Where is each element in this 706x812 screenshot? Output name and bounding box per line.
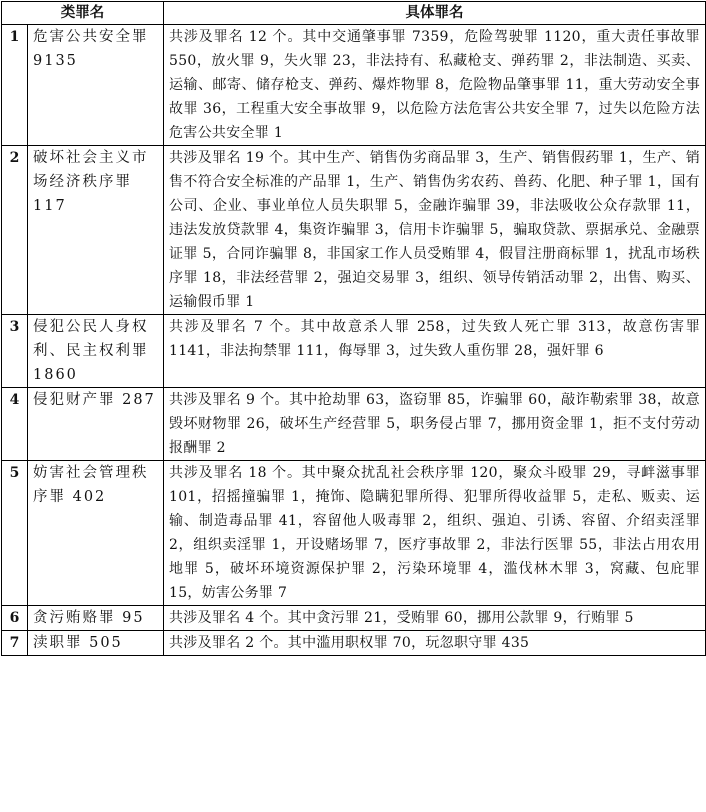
row-detail: 共涉及罪名 7 个。其中故意杀人罪 258，过失致人死亡罪 313，故意伤害罪 1141，非法拘禁罪 111，侮辱罪 3，过失致人重伤罪 28，强奸罪 6: [164, 315, 706, 388]
row-category: 侵犯财产罪 287: [28, 388, 164, 461]
row-detail: 共涉及罪名 4 个。其中贪污罪 21，受贿罪 60，挪用公款罪 9，行贿罪 5: [164, 606, 706, 631]
row-detail: 共涉及罪名 19 个。其中生产、销售伪劣商品罪 3，生产、销售假药罪 1，生产、销售不符合安全标准的产品罪 1，生产、销售伪劣农药、兽药、化肥、种子罪 1，国有公司、企业、事业单位人员失职罪 5，金融诈骗罪 39，非法吸收公众存款罪 11，违法发放贷款罪 4，集资诈骗罪 3，信用卡诈骗罪 5，骗取贷款、票据承兑、金融票证罪 5，合同诈骗罪 8，非国家工作人员受贿罪 4，假冒注册商标罪 1，扰乱市场秩序罪 18，非法经营罪 2，强迫交易罪 3，组织、领导传销活动罪 2，出售、购买、运输假币罪 1: [164, 146, 706, 315]
row-number: 5: [2, 461, 28, 606]
row-number: 1: [2, 25, 28, 146]
row-detail: 共涉及罪名 18 个。其中聚众扰乱社会秩序罪 120，聚众斗殴罪 29，寻衅滋事罪 101，招摇撞骗罪 1，掩饰、隐瞒犯罪所得、犯罪所得收益罪 5，走私、贩卖、运输、制造毒品罪 41，容留他人吸毒罪 2，组织、强迫、引诱、容留、介绍卖淫罪 2，组织卖淫罪 1，开设赌场罪 7，医疗事故罪 2，非法行医罪 55，非法占用农用地罪 5，破坏环境资源保护罪 2，污染环境罪 4，滥伐林木罪 3，窝藏、包庇罪 15，妨害公务罪 7: [164, 461, 706, 606]
row-detail: 共涉及罪名 12 个。其中交通肇事罪 7359，危险驾驶罪 1120，重大责任事故罪 550，放火罪 9，失火罪 23，非法持有、私藏枪支、弹药罪 2，非法制造、买卖、运输、邮寄、储存枪支、弹药、爆炸物罪 8，危险物品肇事罪 11，重大劳动安全事故罪 36，工程重大安全事故罪 9，以危险方法危害公共安全罪 7，过失以危险方法危害公共安全罪 1: [164, 25, 706, 146]
table-row: [2, 631, 706, 656]
row-category: 渎职罪 505: [28, 631, 164, 656]
table-row: [2, 146, 706, 315]
table-header-row: [2, 2, 706, 25]
row-category: 危害公共安全罪 9135: [28, 25, 164, 146]
row-category: 妨害社会管理秩序罪 402: [28, 461, 164, 606]
header-specific: 具体罪名: [164, 2, 706, 25]
crime-statistics-table: [1, 1, 706, 656]
table-row: [2, 461, 706, 606]
table-row: [2, 315, 706, 388]
header-category: 类罪名: [2, 2, 164, 25]
row-category: 贪污贿赂罪 95: [28, 606, 164, 631]
row-number: 7: [2, 631, 28, 656]
row-detail: 共涉及罪名 2 个。其中滥用职权罪 70，玩忽职守罪 435: [164, 631, 706, 656]
row-detail: 共涉及罪名 9 个。其中抢劫罪 63，盗窃罪 85，诈骗罪 60，敲诈勒索罪 38，故意毁坏财物罪 26，破坏生产经营罪 5，职务侵占罪 7，挪用资金罪 1，拒不支付劳动报酬罪 2: [164, 388, 706, 461]
row-number: 2: [2, 146, 28, 315]
row-category: 破坏社会主义市场经济秩序罪 117: [28, 146, 164, 315]
row-number: 6: [2, 606, 28, 631]
row-number: 3: [2, 315, 28, 388]
table-row: [2, 25, 706, 146]
row-category: 侵犯公民人身权利、民主权利罪 1860: [28, 315, 164, 388]
table-row: [2, 388, 706, 461]
row-number: 4: [2, 388, 28, 461]
table-row: [2, 606, 706, 631]
